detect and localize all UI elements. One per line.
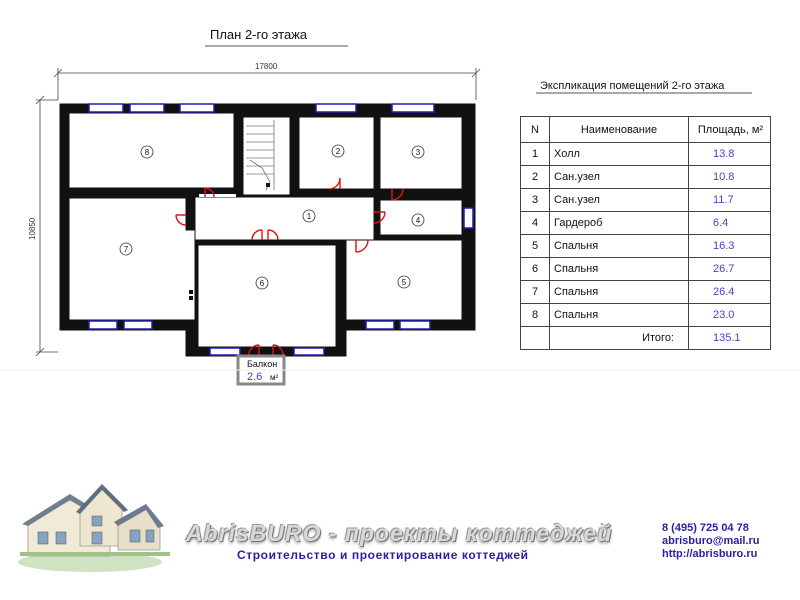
balcony-unit: м² (270, 373, 279, 382)
window (392, 104, 434, 112)
window (294, 348, 324, 355)
total-spacer (521, 327, 550, 350)
room-number-7: 7 (123, 245, 129, 254)
row-name: Холл (550, 143, 689, 166)
row-area: 6.4 (689, 212, 771, 235)
row-number: 3 (521, 189, 550, 212)
row-number: 2 (521, 166, 550, 189)
brand-title: AbrisBURO - проекты коттеджей (186, 520, 613, 546)
window (316, 104, 356, 112)
table-row (521, 143, 771, 166)
window (210, 348, 240, 355)
balcony-label: Балкон (247, 359, 278, 369)
contact-block (662, 522, 760, 561)
row-name: Спальня (550, 258, 689, 281)
table-row (521, 258, 771, 281)
contact-email[interactable]: abrisburo@mail.ru (662, 535, 760, 547)
row-area: 26.4 (689, 281, 771, 304)
row-name: Спальня (550, 235, 689, 258)
room-number-6: 6 (259, 279, 265, 288)
row-area: 10.8 (689, 166, 771, 189)
room-1-hall (195, 197, 374, 240)
plan-title: План 2-го этажа (210, 27, 308, 42)
room-number-8: 8 (144, 148, 150, 157)
window (464, 208, 473, 228)
table-header-row (521, 117, 771, 143)
table-row (521, 212, 771, 235)
explication-title: Экспликация помещений 2-го этажа (540, 80, 725, 92)
row-number: 8 (521, 304, 550, 327)
total-label: Итого: (550, 327, 689, 350)
window (89, 321, 117, 329)
row-name: Гардероб (550, 212, 689, 235)
width-dimension (54, 68, 480, 100)
row-number: 4 (521, 212, 550, 235)
room-number-1: 1 (306, 212, 312, 221)
row-name: Сан.узел (550, 189, 689, 212)
row-name: Сан.узел (550, 166, 689, 189)
height-dimension-label: 10850 (28, 217, 37, 240)
brand-subtitle: Строительство и проектирование коттеджей (237, 548, 529, 562)
row-area: 26.7 (689, 258, 771, 281)
column-header-number: N (521, 117, 550, 143)
row-area: 16.3 (689, 235, 771, 258)
row-number: 6 (521, 258, 550, 281)
window (130, 104, 164, 112)
width-dimension-label: 17800 (255, 62, 278, 71)
table-row (521, 304, 771, 327)
table-row (521, 235, 771, 258)
contact-phone: 8 (495) 725 04 78 (662, 522, 749, 534)
window (89, 104, 123, 112)
row-name: Спальня (550, 304, 689, 327)
total-area: 135.1 (689, 327, 771, 350)
room-6 (198, 245, 336, 347)
table-row (521, 281, 771, 304)
row-name: Спальня (550, 281, 689, 304)
row-number: 1 (521, 143, 550, 166)
contact-website[interactable]: http://abrisburo.ru (662, 548, 758, 560)
row-number: 7 (521, 281, 550, 304)
window (366, 321, 394, 329)
explication-table (520, 116, 771, 350)
window (124, 321, 152, 329)
room-number-4: 4 (415, 216, 421, 225)
window (180, 104, 214, 112)
row-area: 11.7 (689, 189, 771, 212)
row-area: 13.8 (689, 143, 771, 166)
row-number: 5 (521, 235, 550, 258)
height-dimension (36, 96, 58, 356)
room-number-2: 2 (335, 147, 341, 156)
row-area: 23.0 (689, 304, 771, 327)
balcony-area: 2.6 (247, 371, 263, 383)
table-total-row (521, 327, 771, 350)
table-row (521, 189, 771, 212)
table-row (521, 166, 771, 189)
window (400, 321, 430, 329)
room-number-5: 5 (401, 278, 407, 287)
column-header-name: Наименование (550, 117, 689, 143)
rooms (69, 113, 462, 347)
column-header-area: Площадь, м² (689, 117, 771, 143)
house-logo-illustration (18, 484, 170, 572)
room-number-3: 3 (415, 148, 421, 157)
